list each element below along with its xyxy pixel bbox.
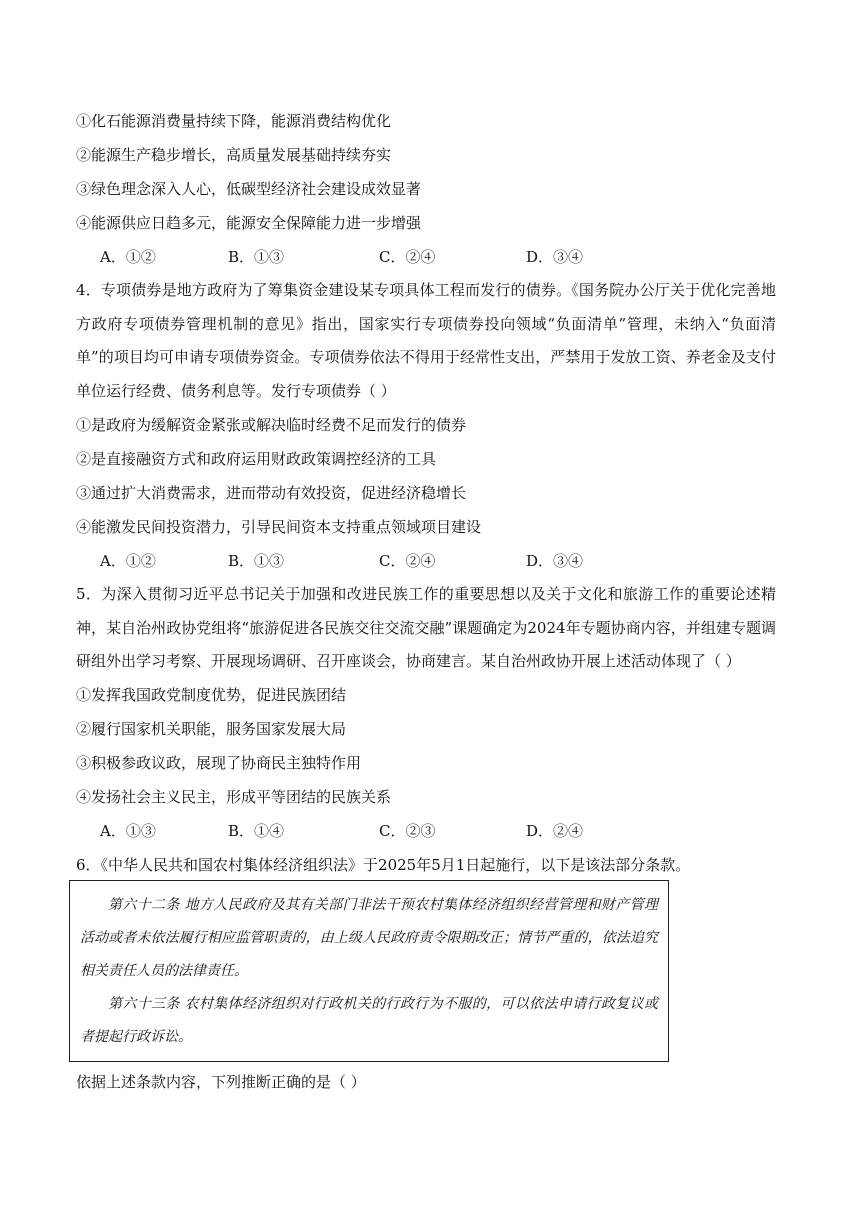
q3-statement-4: ④能源供应日趋多元，能源安全保障能力进一步增强 <box>76 214 422 232</box>
q4-option-c: C．②④ <box>379 552 436 570</box>
q5-option-d: D．②④ <box>526 822 584 840</box>
q5-option-c: C．②③ <box>379 822 436 840</box>
q5-statement-2: ②履行国家机关职能，服务国家发展大局 <box>76 720 347 738</box>
q4-statement-4: ④能激发民间投资潜力，引导民间资本支持重点领域项目建设 <box>76 518 482 536</box>
law-article-63: 第六十三条 农村集体经济组织对行政机关的行政行为不服的，可以依法申请行政复议或者提起行政诉讼。 <box>80 996 658 1045</box>
q3-statement-1: ①化石能源消费量持续下降，能源消费结构优化 <box>76 112 392 130</box>
q4-option-a: A．①② <box>100 552 156 570</box>
law-article-62: 第六十二条 地方人民政府及其有关部门非法干预农村集体经济组织经营管理和财产管理活动或者未依法履行相应监管职责的，由上级人民政府责令限期改正；情节严重的，依法追究相关责任人员的法律责任。 <box>80 897 658 979</box>
q3-statement-3: ③绿色理念深入人心，低碳型经济社会建设成效显著 <box>76 180 422 198</box>
q4-statement-2: ②是直接融资方式和政府运用财政政策调控经济的工具 <box>76 450 437 468</box>
q4-option-b: B．①③ <box>228 552 285 570</box>
q3-option-c: C．②④ <box>379 248 436 266</box>
q4-option-d: D．③④ <box>526 552 584 570</box>
q5-option-a: A．①③ <box>100 822 156 840</box>
q3-statement-2: ②能源生产稳步增长，高质量发展基础持续夯实 <box>76 146 392 164</box>
q5-statement-4: ④发扬社会主义民主，形成平等团结的民族关系 <box>76 788 392 806</box>
q5-statement-1: ①发挥我国政党制度优势，促进民族团结 <box>76 686 347 704</box>
q5-statement-3: ③积极参政议政，展现了协商民主独特作用 <box>76 754 362 772</box>
q3-option-b: B．①③ <box>228 248 285 266</box>
law-excerpt-box <box>69 880 669 1062</box>
q6-stem: 6．《中华人民共和国农村集体经济组织法》于2025年5月1日起施行，以下是该法部分条款。 <box>76 856 691 874</box>
q3-option-d: D．③④ <box>526 248 584 266</box>
q4-statement-3: ③通过扩大消费需求，进而带动有效投资，促进经济稳增长 <box>76 484 467 502</box>
q6-question: 依据上述条款内容，下列推断正确的是（ ） <box>76 1073 366 1091</box>
q4-statement-1: ①是政府为缓解资金紧张或解决临时经费不足而发行的债券 <box>76 416 467 434</box>
q3-option-a: A．①② <box>100 248 156 266</box>
q5-stem: 5．为深入贯彻习近平总书记关于加强和改进民族工作的重要思想以及关于文化和旅游工作的重要论述精神，某自治州政协党组将“旅游促进各民族交往交流交融”课题确定为2024年专题协商内容，并组建专题调研组外出学习考察、开展现场调研、召开座谈会，协商建言。某自治州政协开展上述活动体现了（ ） <box>76 585 776 671</box>
q4-stem: 4．专项债券是地方政府为了筹集资金建设某专项具体工程而发行的债券。《国务院办公厅关于优化完善地方政府专项债券管理机制的意见》指出，国家实行专项债券投向领域“负面清单”管理，未纳入“负面清单”的项目均可申请专项债券资金。专项债券依法不得用于经常性支出，严禁用于发放工资、养老金及支付单位运行经费、债务利息等。发行专项债券（ ） <box>76 281 776 401</box>
q5-option-b: B．①④ <box>228 822 285 840</box>
